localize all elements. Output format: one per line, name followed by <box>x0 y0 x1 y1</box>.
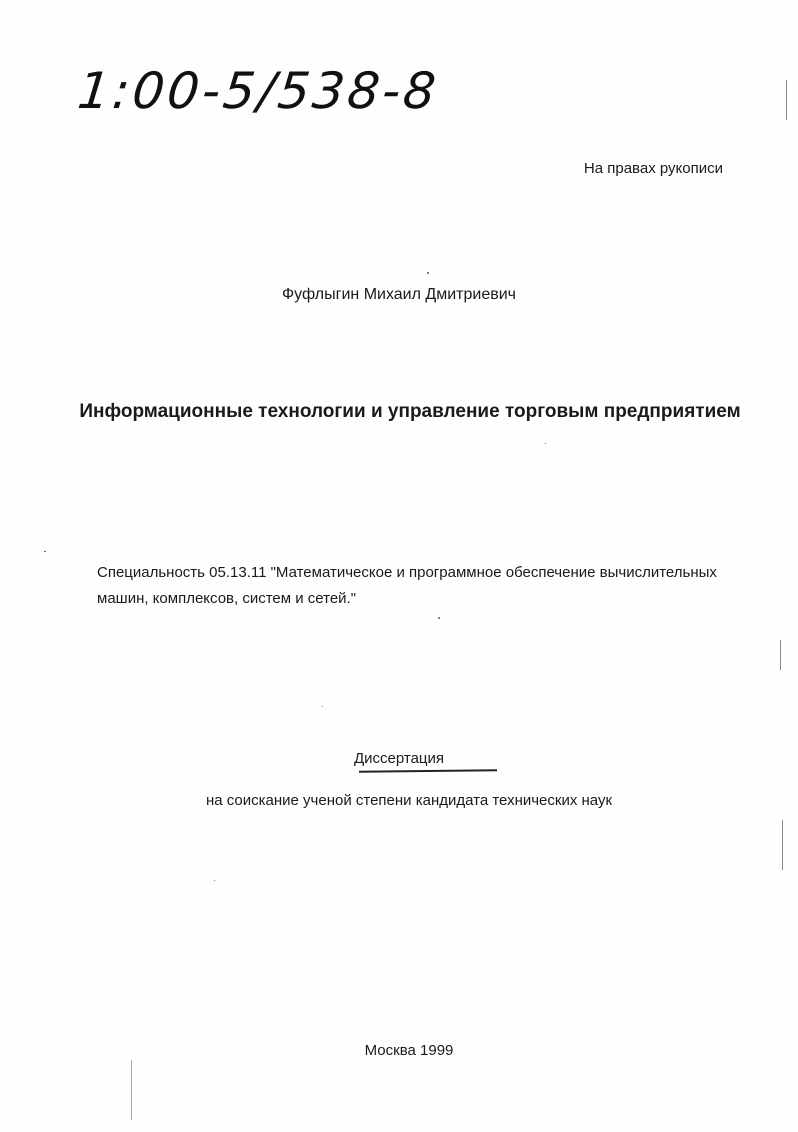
author-name: Фуфлыгин Михаил Дмитриевич <box>282 286 516 303</box>
scan-edge-mark <box>780 640 781 670</box>
degree-statement: на соискание ученой степени кандидата технических наук <box>205 792 613 809</box>
scan-speck <box>44 551 46 552</box>
scan-speck <box>427 272 429 274</box>
scan-speck <box>438 617 440 619</box>
scan-edge-mark <box>782 820 783 870</box>
scan-edge-mark <box>786 80 787 120</box>
dissertation-title: Информационные технологии и управление торговым предприятием <box>79 401 741 422</box>
handwritten-shelfmark: 1:00-5/538-8 <box>74 62 442 120</box>
specialty-text: Специальность 05.13.11 "Математическое и программное обеспечение вычислительных машин, комплексов, систем и сетей." <box>97 564 717 607</box>
scan-speck <box>545 443 546 444</box>
scan-edge-mark <box>131 1060 132 1120</box>
place-and-year: Москва 1999 <box>364 1042 454 1059</box>
scan-speck <box>214 880 215 881</box>
document-type-label: Диссертация <box>353 750 445 767</box>
document-type-underline <box>359 769 497 772</box>
rights-notice: На правах рукописи <box>583 160 723 177</box>
scan-speck <box>322 706 323 707</box>
